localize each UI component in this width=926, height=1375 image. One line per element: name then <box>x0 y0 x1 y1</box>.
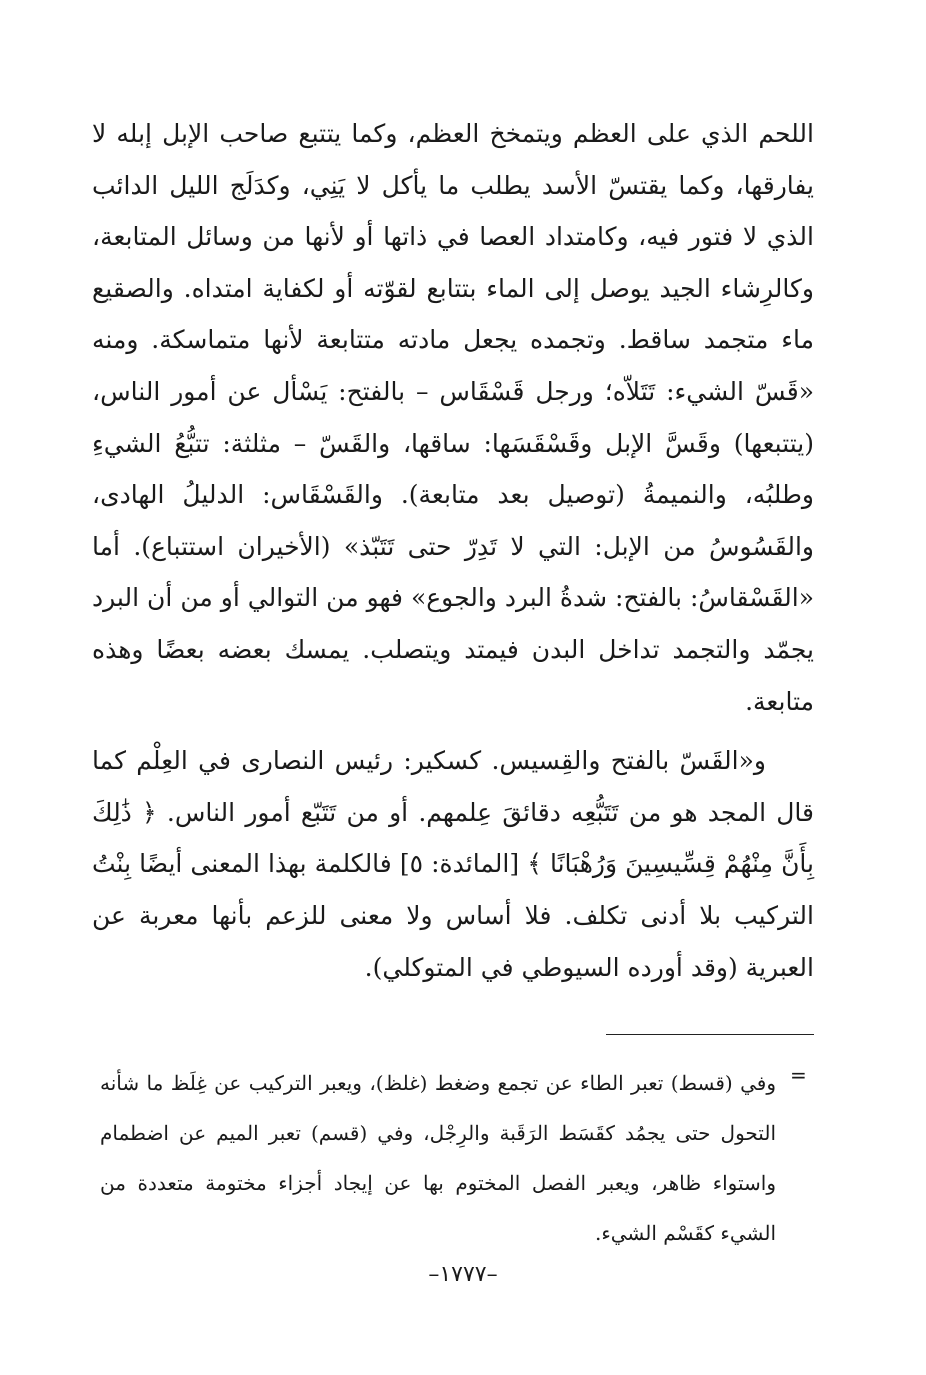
footnote-text: وفي (قسط) تعبر الطاء عن تجمع وضغط (غلظ)، ويعبر التركيب عن غِلَظ ما شأنه التحول حتى يجمُد كقَسَط الرَقَبة والرِجْل، وفي (قسم) تعبر الميم عن اضطمام واستواء ظاهر، ويعبر الفصل المختوم بها عن إيجاد أجزاء مختومة متعددة من الشيء كقَسْم الشيء. <box>100 1071 776 1245</box>
footnote-separator <box>606 1034 814 1035</box>
footnote-continuation-marker: = <box>790 1063 807 1087</box>
page-number: –١٧٧٧– <box>428 1262 498 1287</box>
paragraph-1: اللحم الذي على العظم ويتمخخ العظم، وكما يتتبع صاحب الإبل إبله لا يفارقها، وكما يقتسّ الأسد يطلب ما يأكل لا يَنِي، وكدَلَج الليل الدائب الذي لا فتور فيه، وكامتداد العصا في ذاتها أو لأنها من وسائل المتابعة، وكالرِشاء الجيد يوصل إلى الماء بتتابع لقوّته أو لكفاية امتداه. والصقيع ماء متجمد ساقط. وتجمده يجعل مادته متتابعة لأنها متماسكة. ومنه «قَسّ الشيء: تَتَلاّه؛ ورجل قَسْقَاس – بالفتح: يَسْأل عن أمور الناس، (يتتبعها) وقَسَّ الإبل وقَسْقَسَها: ساقها، والقَسّ – مثلثة: تتبُّعُ الشيءِ وطلبُه، والنميمةُ (توصيل بعد متابعة). والقَسْقَاس: الدليلُ الهادى، والقَسُوسُ من الإبل: التي لا تَدِرّ حتى تَتَبّذ» (الأخيران استتباع). أما «القَسْقاسُ: بالفتح: شدةُ البرد والجوع» فهو من التوالي أو من أن البرد يجمّد والتجمد تداخل البدن فيمتد ويتصلب. يمسك بعضه بعضًا وهذه متابعة. <box>92 119 814 716</box>
main-body-text <box>92 108 814 993</box>
paragraph-2: و«القَسّ بالفتح والقِسيس. كسكير: رئيس النصارى في العِلْم كما قال المجد هو من تَتَبُّعِه دقائقَ عِلمهم. أو من تَتَبّع أمور الناس. ﴿ ذَٰلِكَ بِأَنَّ مِنْهُمْ قِسِّيسِينَ وَرُهْبَانًا ﴾ [المائدة: ٥] فالكلمة بهذا المعنى أيضًا بِنْتُ التركيب بلا أدنى تكلف. فلا أساس ولا معنى للزعم بأنها معربة عن العبرية (وقد أورده السيوطي في المتوكلي). <box>92 746 815 982</box>
